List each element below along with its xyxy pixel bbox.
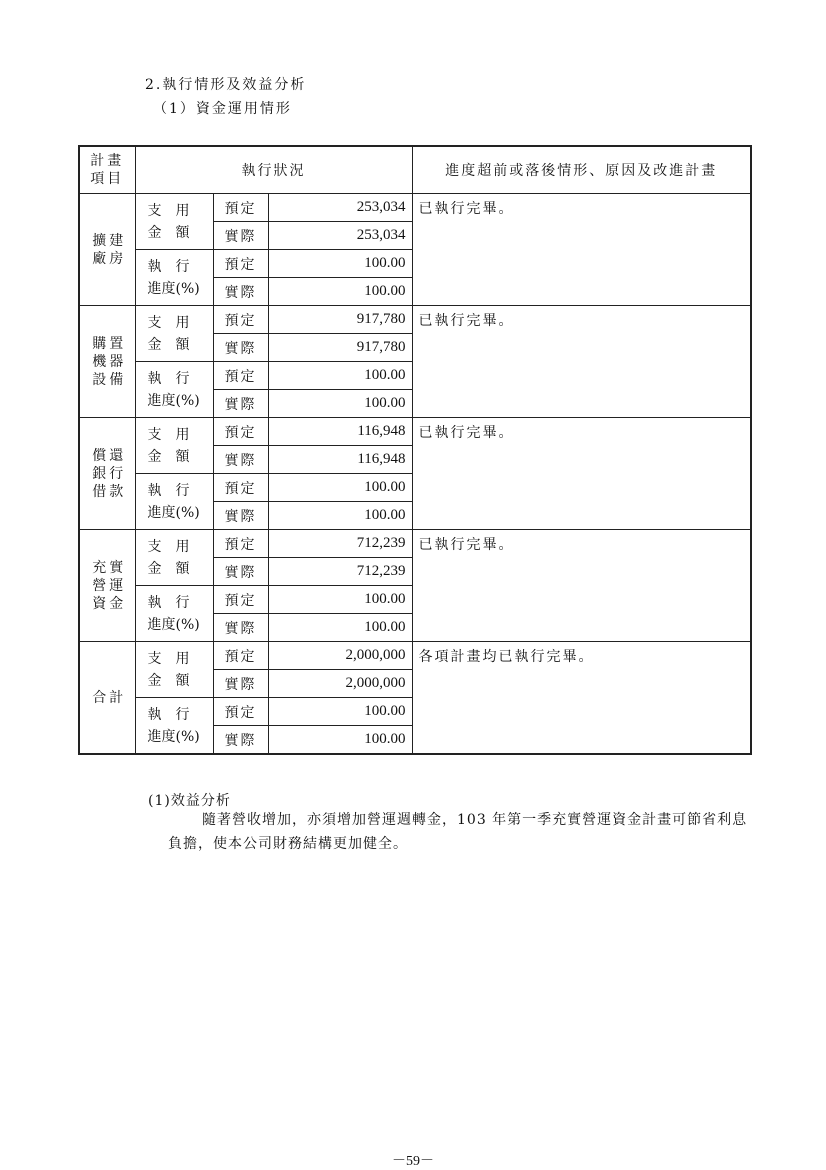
row-item-line: 擴建 <box>92 232 127 249</box>
progress-actual-value: 100.00 <box>268 726 412 755</box>
progress-plan-value: 100.00 <box>268 250 412 278</box>
row-note: 已執行完畢。 <box>412 194 751 306</box>
row-item-name <box>79 530 135 642</box>
fund-label-line2: 金 額 <box>147 672 190 689</box>
progress-label <box>135 250 213 306</box>
fund-plan-value: 2,000,000 <box>268 642 412 670</box>
progress-label <box>135 586 213 642</box>
table-header-row <box>79 146 751 194</box>
table-row <box>79 194 751 222</box>
fund-label-line2: 金 額 <box>147 448 190 465</box>
progress-label-line2: 進度(%) <box>147 616 200 633</box>
row-item-line: 機器 <box>92 353 127 370</box>
row-note: 已執行完畢。 <box>412 530 751 642</box>
fund-label-line2: 金 額 <box>147 224 190 241</box>
actual-label: 實際 <box>213 502 268 530</box>
fund-label <box>135 418 213 474</box>
fund-label <box>135 530 213 586</box>
row-note: 已執行完畢。 <box>412 306 751 418</box>
actual-label: 實際 <box>213 726 268 755</box>
plan-label: 預定 <box>213 642 268 670</box>
table-row <box>79 418 751 446</box>
actual-label: 實際 <box>213 390 268 418</box>
table-row <box>79 306 751 334</box>
progress-label-line2: 進度(%) <box>147 504 200 521</box>
fund-actual-value: 712,239 <box>268 558 412 586</box>
actual-label: 實際 <box>213 334 268 362</box>
plan-label: 預定 <box>213 194 268 222</box>
section-heading: 2.執行情形及效益分析 <box>145 77 307 93</box>
row-item-name <box>79 306 135 418</box>
actual-label: 實際 <box>213 222 268 250</box>
benefit-body: 隨著營收增加，亦須增加營運週轉金，103 年第一季充實營運資金計畫可節省利息負擔，使本公司財務結構更加健全。 <box>168 812 748 852</box>
progress-plan-value: 100.00 <box>268 698 412 726</box>
row-item-name <box>79 194 135 306</box>
row-note: 已執行完畢。 <box>412 418 751 530</box>
progress-label-line1: 執 行 <box>147 258 190 275</box>
plan-label: 預定 <box>213 474 268 502</box>
fund-plan-value: 712,239 <box>268 530 412 558</box>
plan-label: 預定 <box>213 250 268 278</box>
progress-actual-value: 100.00 <box>268 390 412 418</box>
fund-actual-value: 2,000,000 <box>268 670 412 698</box>
plan-label: 預定 <box>213 698 268 726</box>
row-item-line: 設備 <box>92 371 127 388</box>
fund-label-line1: 支 用 <box>147 314 190 331</box>
fund-label-line1: 支 用 <box>147 202 190 219</box>
row-item-line: 償還 <box>92 447 127 464</box>
fund-actual-value: 917,780 <box>268 334 412 362</box>
row-item-line: 廠房 <box>92 250 127 267</box>
table-row <box>79 642 751 670</box>
fund-label-line1: 支 用 <box>147 650 190 667</box>
progress-label-line2: 進度(%) <box>147 280 200 297</box>
plan-label: 預定 <box>213 362 268 390</box>
plan-label: 預定 <box>213 530 268 558</box>
actual-label: 實際 <box>213 614 268 642</box>
progress-label-line1: 執 行 <box>147 482 190 499</box>
row-item-name <box>79 418 135 530</box>
progress-label-line2: 進度(%) <box>147 392 200 409</box>
subsection-heading: （1）資金運用情形 <box>153 101 292 117</box>
header-item-line1: 計畫 <box>90 153 125 169</box>
row-item-line: 購置 <box>92 335 127 352</box>
progress-label-line2: 進度(%) <box>147 728 200 745</box>
progress-label-line1: 執 行 <box>147 706 190 723</box>
progress-label <box>135 698 213 755</box>
fund-plan-value: 917,780 <box>268 306 412 334</box>
header-item-line2: 項目 <box>90 171 125 187</box>
page-number: －59－ <box>392 1154 434 1169</box>
row-item-line: 資金 <box>92 595 127 612</box>
row-item-name <box>79 642 135 755</box>
plan-label: 預定 <box>213 418 268 446</box>
fund-label <box>135 306 213 362</box>
header-item <box>79 146 135 194</box>
fund-label <box>135 642 213 698</box>
fund-label-line2: 金 額 <box>147 336 190 353</box>
actual-label: 實際 <box>213 278 268 306</box>
row-item-line: 營運 <box>92 577 127 594</box>
progress-plan-value: 100.00 <box>268 586 412 614</box>
header-notes: 進度超前或落後情形、原因及改進計畫 <box>412 146 751 194</box>
row-item-line: 銀行 <box>92 465 127 482</box>
fund-plan-value: 116,948 <box>268 418 412 446</box>
progress-label-line1: 執 行 <box>147 370 190 387</box>
progress-label <box>135 362 213 418</box>
progress-label-line1: 執 行 <box>147 594 190 611</box>
actual-label: 實際 <box>213 446 268 474</box>
fund-plan-value: 253,034 <box>268 194 412 222</box>
fund-actual-value: 116,948 <box>268 446 412 474</box>
row-item-line: 充實 <box>92 559 127 576</box>
row-note: 各項計畫均已執行完畢。 <box>412 642 751 755</box>
table-row <box>79 530 751 558</box>
fund-actual-value: 253,034 <box>268 222 412 250</box>
fund-label-line1: 支 用 <box>147 426 190 443</box>
row-item-line: 合計 <box>92 689 127 706</box>
progress-plan-value: 100.00 <box>268 362 412 390</box>
fund-usage-table <box>78 145 752 755</box>
actual-label: 實際 <box>213 558 268 586</box>
actual-label: 實際 <box>213 670 268 698</box>
fund-label <box>135 194 213 250</box>
benefit-title: (1)效益分析 <box>148 793 231 809</box>
fund-label-line1: 支 用 <box>147 538 190 555</box>
progress-label <box>135 474 213 530</box>
plan-label: 預定 <box>213 586 268 614</box>
header-status: 執行狀況 <box>135 146 412 194</box>
progress-actual-value: 100.00 <box>268 502 412 530</box>
row-item-line: 借款 <box>92 483 127 500</box>
plan-label: 預定 <box>213 306 268 334</box>
progress-plan-value: 100.00 <box>268 474 412 502</box>
progress-actual-value: 100.00 <box>268 614 412 642</box>
progress-actual-value: 100.00 <box>268 278 412 306</box>
fund-label-line2: 金 額 <box>147 560 190 577</box>
